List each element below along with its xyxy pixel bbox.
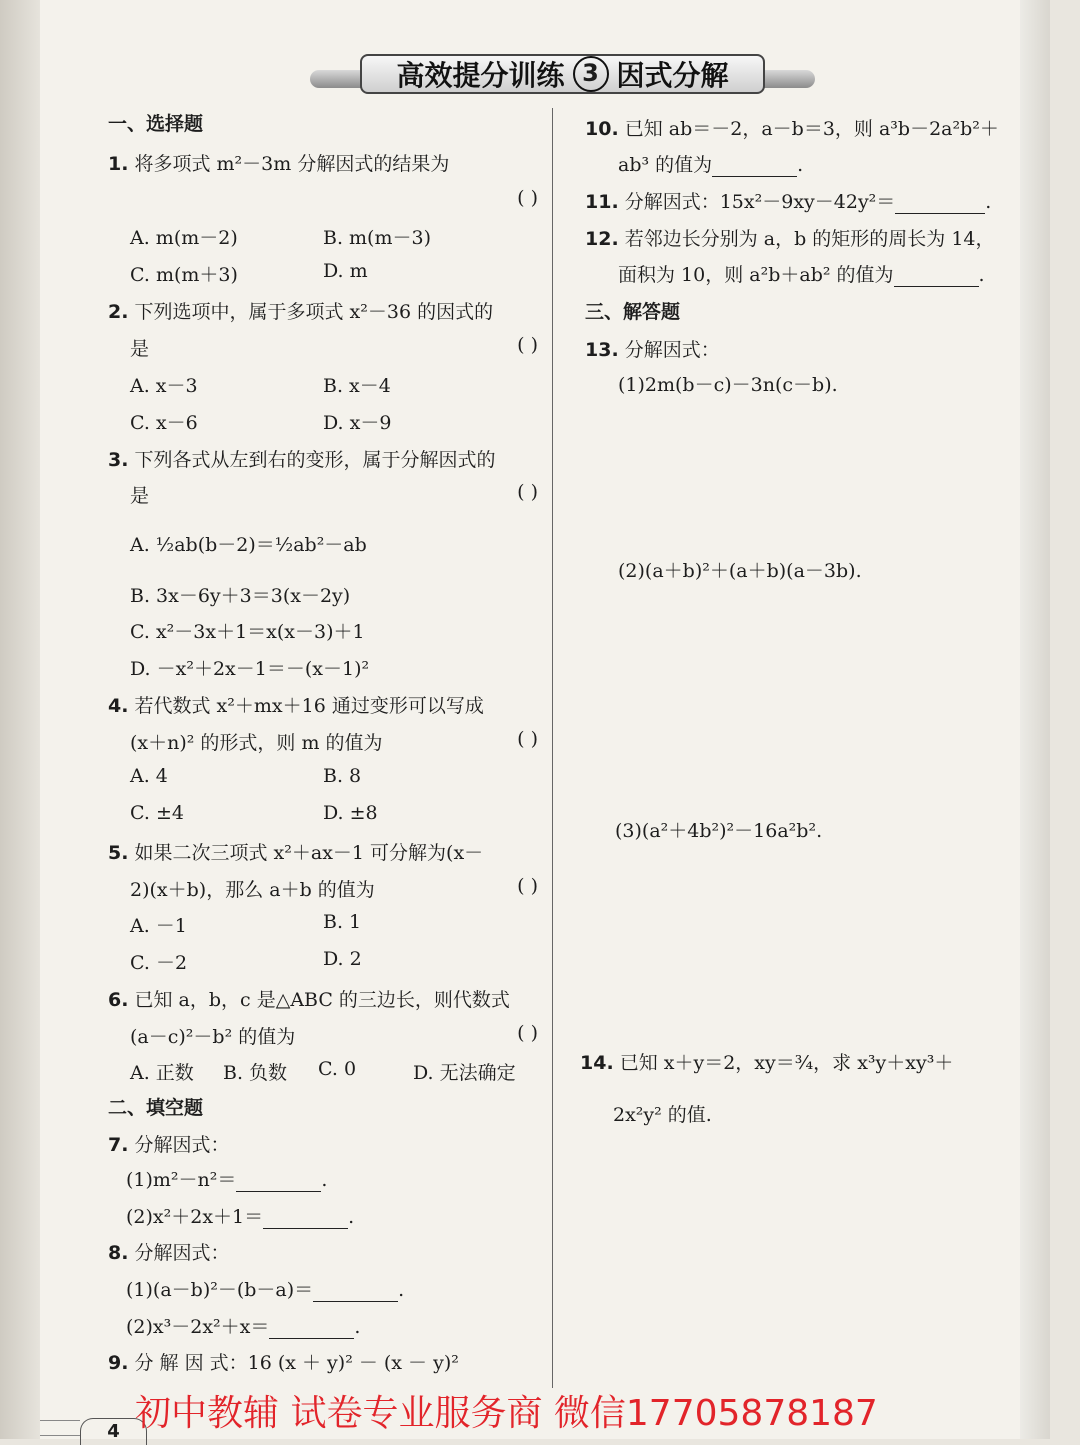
question-10-number: 10.	[585, 118, 619, 140]
question-12-text-cont: 面积为 10，则 a²b＋ab² 的值为 .	[618, 264, 985, 286]
question-2-answer-paren[interactable]: ( )	[517, 334, 538, 356]
page-spine-shadow	[0, 0, 40, 1439]
question-12-text: 若邻边长分别为 a，b 的矩形的周长为 14，	[624, 228, 995, 250]
question-2-option-c[interactable]: C. x－6	[130, 412, 198, 434]
question-12-blank[interactable]	[894, 268, 979, 287]
question-3-text: 下列各式从左到右的变形，属于分解因式的	[134, 449, 496, 471]
question-1-option-c[interactable]: C. m(m＋3)	[130, 264, 238, 286]
question-5-answer-paren[interactable]: ( )	[517, 875, 538, 897]
watermark-text: 初中教辅 试卷专业服务商 微信17705878187	[135, 1393, 878, 1434]
question-3-answer-paren[interactable]: ( )	[517, 481, 538, 503]
question-6-number: 6.	[108, 989, 129, 1011]
question-10-text-2: ab³ 的值为	[618, 154, 713, 176]
question-5-option-c[interactable]: C. －2	[130, 952, 188, 974]
question-8-number: 8.	[108, 1242, 129, 1264]
question-6-option-a[interactable]: A. 正数	[130, 1062, 194, 1084]
question-13-text: 分解因式：	[624, 339, 720, 361]
question-2-stem	[108, 297, 493, 324]
question-11-text: 分解因式：15x²－9xy－42y²＝	[624, 191, 896, 213]
banner-box	[360, 54, 765, 94]
question-7-part-1: (1)m²－n²＝ .	[126, 1169, 328, 1191]
question-4-option-c[interactable]: C. ±4	[130, 802, 184, 824]
question-11-number: 11.	[585, 191, 619, 213]
question-7-part-2: (2)x²＋2x＋1＝ .	[126, 1206, 355, 1228]
question-2-option-a[interactable]: A. x－3	[130, 375, 198, 397]
question-5-option-a[interactable]: A. －1	[130, 915, 187, 937]
question-2-number: 2.	[108, 301, 129, 323]
question-4-number: 4.	[108, 695, 129, 717]
section-heading-fill: 二、填空题	[108, 1097, 204, 1119]
question-6-text: 已知 a，b，c 是△ABC 的三边长，则代数式	[134, 989, 510, 1011]
question-14-number: 14.	[580, 1052, 614, 1074]
section-heading-answer: 三、解答题	[585, 301, 681, 323]
question-7-stem	[108, 1130, 230, 1157]
question-3-option-b[interactable]: B. 3x－6y＋3＝3(x－2y)	[130, 585, 351, 607]
question-13-part-2: (2)(a＋b)²＋(a＋b)(a－3b).	[618, 560, 862, 582]
question-5-option-b[interactable]: B. 1	[323, 911, 362, 933]
question-8-part-1-blank[interactable]	[313, 1283, 398, 1302]
question-13-stem	[585, 335, 720, 362]
question-4-text: 若代数式 x²＋mx＋16 通过变形可以写成	[134, 695, 484, 717]
question-5-text: 如果二次三项式 x²＋ax－1 可分解为(x－	[134, 842, 484, 864]
question-1-option-d[interactable]: D. m	[323, 260, 368, 282]
title-number: 3	[573, 56, 609, 92]
question-1-option-a[interactable]: A. m(m－2)	[130, 227, 238, 249]
question-6-answer-paren[interactable]: ( )	[517, 1022, 538, 1044]
question-13-part-1: (1)2m(b－c)－3n(c－b).	[618, 374, 838, 396]
question-12-text-2: 面积为 10，则 a²b＋ab² 的值为	[618, 264, 894, 286]
question-4-option-b[interactable]: B. 8	[323, 765, 362, 787]
question-3-stem	[108, 445, 496, 472]
question-6-option-c[interactable]: C. 0	[318, 1058, 357, 1080]
question-3-option-c[interactable]: C. x²－3x＋1＝x(x－3)＋1	[130, 621, 365, 643]
question-9-stem	[108, 1348, 459, 1375]
question-14-text: 已知 x＋y＝2，xy＝¾，求 x³y＋xy³＋	[619, 1052, 954, 1074]
question-6-stem	[108, 985, 510, 1012]
question-10-text: 已知 ab＝－2，a－b＝3，则 a³b－2a²b²＋	[624, 118, 999, 140]
page-number: 4	[80, 1418, 147, 1445]
question-8-stem	[108, 1238, 230, 1265]
question-2-text: 下列选项中，属于多项式 x²－36 的因式的	[134, 301, 494, 323]
question-2-text-cont: 是	[130, 338, 150, 360]
question-7-text: 分解因式：	[134, 1134, 230, 1156]
question-7-number: 7.	[108, 1134, 129, 1156]
question-12-stem	[585, 224, 995, 251]
question-6-option-b[interactable]: B. 负数	[223, 1062, 288, 1084]
question-2-option-d[interactable]: D. x－9	[323, 412, 392, 434]
question-8-part-2: (2)x³－2x²＋x＝ .	[126, 1316, 361, 1338]
question-13-number: 13.	[585, 339, 619, 361]
page-number-rule	[40, 1420, 80, 1436]
question-1-stem	[108, 149, 449, 176]
question-7-part-1-blank[interactable]	[236, 1173, 321, 1192]
question-4-stem	[108, 691, 484, 718]
question-8-text: 分解因式：	[134, 1242, 230, 1264]
question-4-option-d[interactable]: D. ±8	[323, 802, 378, 824]
question-5-number: 5.	[108, 842, 129, 864]
question-8-part-2-blank[interactable]	[269, 1320, 354, 1339]
question-6-option-d[interactable]: D. 无法确定	[413, 1062, 516, 1084]
question-1-number: 1.	[108, 153, 129, 175]
question-12-number: 12.	[585, 228, 619, 250]
question-6-text-cont: (a－c)²－b² 的值为	[130, 1026, 296, 1048]
question-1-text: 将多项式 m²－3m 分解因式的结果为	[134, 153, 450, 175]
question-11-blank[interactable]	[895, 195, 985, 214]
question-3-option-d[interactable]: D. －x²＋2x－1＝－(x－1)²	[130, 658, 370, 680]
question-8-part-1: (1)(a－b)²－(b－a)＝ .	[126, 1279, 405, 1301]
question-3-option-a[interactable]: A. ½ab(b－2)＝½ab²－ab	[130, 534, 367, 556]
question-14-stem	[580, 1048, 953, 1075]
question-1-option-b[interactable]: B. m(m－3)	[323, 227, 431, 249]
question-3-text-cont: 是	[130, 485, 150, 507]
question-13-part-3: (3)(a²＋4b²)²－16a²b².	[615, 820, 823, 842]
page-edge-shadow	[1020, 0, 1050, 1439]
question-9-text: 分 解 因 式：16 (x ＋ y)² － (x － y)²	[134, 1352, 459, 1374]
question-8-part-1-text: (1)(a－b)²－(b－a)＝	[126, 1279, 314, 1301]
question-5-stem	[108, 838, 483, 865]
question-7-part-2-text: (2)x²＋2x＋1＝	[126, 1206, 264, 1228]
question-9-number: 9.	[108, 1352, 129, 1374]
section-heading-choice: 一、选择题	[108, 113, 204, 135]
question-4-answer-paren[interactable]: ( )	[517, 728, 538, 750]
title-banner	[310, 50, 815, 98]
question-10-blank[interactable]	[712, 158, 797, 177]
question-4-text-cont: (x＋n)² 的形式，则 m 的值为	[130, 732, 383, 754]
title-topic: 因式分解	[616, 59, 729, 92]
question-7-part-1-text: (1)m²－n²＝	[126, 1169, 237, 1191]
question-2-option-b[interactable]: B. x－4	[323, 375, 391, 397]
question-5-text-cont: 2)(x＋b)，那么 a＋b 的值为	[130, 879, 375, 901]
question-10-stem	[585, 114, 999, 141]
question-1-answer-paren[interactable]: ( )	[517, 187, 538, 209]
question-3-number: 3.	[108, 449, 129, 471]
question-8-part-2-text: (2)x³－2x²＋x＝	[126, 1316, 270, 1338]
column-divider	[552, 108, 553, 1388]
question-5-option-d[interactable]: D. 2	[323, 948, 362, 970]
question-7-part-2-blank[interactable]	[263, 1210, 348, 1229]
title-main: 高效提分训练	[396, 59, 565, 92]
question-14-text-cont: 2x²y² 的值.	[613, 1104, 712, 1126]
question-4-option-a[interactable]: A. 4	[130, 765, 168, 787]
question-11-stem: 11. 分解因式：15x²－9xy－42y²＝ .	[585, 191, 992, 213]
question-10-text-cont: ab³ 的值为 .	[618, 154, 804, 176]
